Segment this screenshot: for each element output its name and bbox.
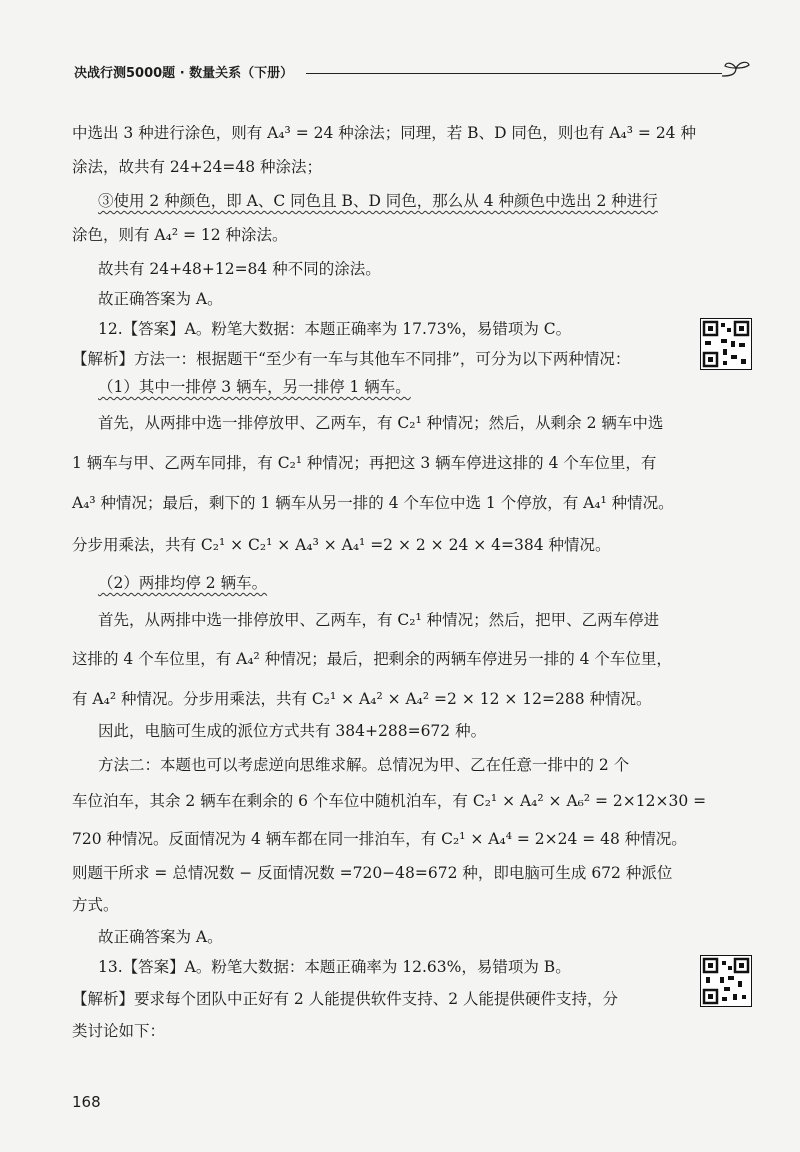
text-line: 方式。	[72, 896, 119, 914]
answer-line: 13.【答案】A。粉笔大数据：本题正确率为 12.63%，易错项为 B。	[98, 958, 571, 976]
qr-code-icon[interactable]	[700, 955, 752, 1007]
text-line: 1 辆车与甲、乙两车同排，有 C₂¹ 种情况；再把这 3 辆车停进这排的 4 个车位里，有	[72, 454, 657, 472]
text-line: 则题干所求 = 总情况数 − 反面情况数 =720−48=672 种，即电脑可生成 672 种派位	[72, 864, 673, 882]
analysis-line: 【解析】要求每个团队中正好有 2 人能提供软件支持、2 人能提供硬件支持，分	[72, 990, 619, 1008]
qr-code-icon[interactable]	[700, 318, 752, 370]
page-header	[74, 58, 752, 88]
text-line: 类讨论如下：	[72, 1022, 166, 1040]
text-line: 车位泊车，其余 2 辆车在剩余的 6 个车位中随机泊车，有 C₂¹ × A₄² × A₆² = 2×12×30 =	[72, 792, 707, 810]
text-line: 故共有 24+48+12=84 种不同的涂法。	[98, 260, 381, 278]
text-line: 故正确答案为 A。	[98, 290, 223, 308]
text-line: 首先，从两排中选一排停放甲、乙两车，有 C₂¹ 种情况；然后，从剩余 2 辆车中选	[98, 414, 664, 432]
text-line: 中选出 3 种进行涂色，则有 A₄³ = 24 种涂法；同理，若 B、D 同色，则也有 A₄³ = 24 种	[72, 124, 696, 142]
answer-line: 12.【答案】A。粉笔大数据：本题正确率为 17.73%，易错项为 C。	[98, 320, 572, 338]
text-line: 有 A₄² 种情况。分步用乘法，共有 C₂¹ × A₄² × A₄² =2 × 12 × 12=288 种情况。	[72, 690, 652, 708]
text-line: 方法二：本题也可以考虑逆向思维求解。总情况为甲、乙在任意一排中的 2 个	[98, 756, 630, 774]
sprout-ornament-icon	[720, 58, 752, 86]
running-title: 决战行测5000题 · 数量关系（下册）	[74, 66, 294, 81]
text-line: 分步用乘法，共有 C₂¹ × C₂¹ × A₄³ × A₄¹ =2 × 2 × 24 × 4=384 种情况。	[72, 536, 611, 554]
text-line: 涂色，则有 A₄² = 12 种涂法。	[72, 226, 288, 244]
text-line: 故正确答案为 A。	[98, 928, 223, 946]
text-line: 因此，电脑可生成的派位方式共有 384+288=672 种。	[98, 722, 487, 740]
text-line: 720 种情况。反面情况为 4 辆车都在同一排泊车，有 C₂¹ × A₄⁴ = 2×24 = 48 种情况。	[72, 830, 687, 848]
text-line: 首先，从两排中选一排停放甲、乙两车，有 C₂¹ 种情况；然后，把甲、乙两车停进	[98, 611, 660, 629]
header-rule	[306, 73, 722, 74]
case-heading: （2）两排均停 2 辆车。	[98, 574, 268, 592]
text-line: ③使用 2 种颜色，即 A、C 同色且 B、D 同色，那么从 4 种颜色中选出 2 种进行	[98, 192, 658, 210]
text-line: 涂法，故共有 24+24=48 种涂法；	[72, 158, 322, 176]
analysis-line: 【解析】方法一：根据题干“至少有一车与其他车不同排”，可分为以下两种情况：	[72, 350, 631, 368]
case-heading: （1）其中一排停 3 辆车，另一排停 1 辆车。	[98, 378, 411, 396]
text-line: 这排的 4 个车位里，有 A₄² 种情况；最后，把剩余的两辆车停进另一排的 4 个车位里，	[72, 650, 672, 668]
text-line: A₄³ 种情况；最后，剩下的 1 辆车从另一排的 4 个车位中选 1 个停放，有 A₄¹ 种情况。	[72, 494, 674, 512]
page-number: 168	[72, 1093, 101, 1111]
